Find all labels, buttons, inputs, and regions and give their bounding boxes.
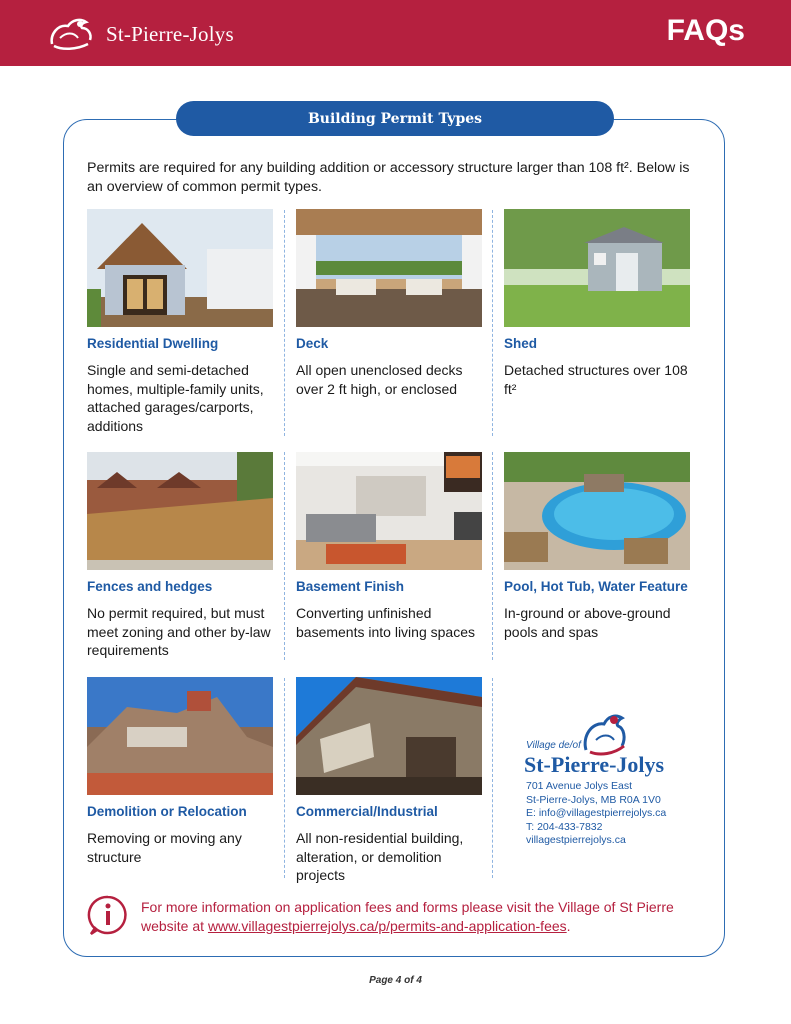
page-number: Page 4 of 4 — [369, 975, 422, 986]
column-divider — [492, 678, 493, 878]
basement-photo — [296, 452, 482, 570]
info-text: For more information on application fees and forms please visit the Village of St Pierre website at — [141, 899, 674, 934]
rooster-logo-icon — [46, 14, 98, 54]
permits-fees-link[interactable]: www.villagestpierrejolys.ca/p/permits-and-application-fees — [207, 918, 567, 934]
card-title: Demolition or Relocation — [87, 804, 247, 819]
header-bar — [0, 0, 791, 66]
logo-text: St-Pierre-Jolys — [106, 21, 234, 46]
card-description: Removing or moving any structure — [87, 830, 242, 865]
permit-card-residential — [87, 209, 273, 435]
card-description: Single and semi-detached homes, multiple-family units, attached garages/carports, additions — [87, 362, 264, 434]
card-title: Commercial/Industrial — [296, 804, 438, 819]
info-icon — [87, 894, 129, 936]
village-name: St-Pierre-Jolys — [524, 752, 665, 777]
permit-card-demolition — [87, 677, 273, 866]
commercial-photo — [296, 677, 482, 795]
page-title: FAQs — [666, 14, 745, 47]
intro-text: Permits are required for any building addition or accessory structure larger than 108 ft². Below is an overview of common permit types. — [87, 160, 690, 195]
email-line[interactable]: E: info@villagestpierrejolys.ca — [526, 807, 667, 819]
card-title: Fences and hedges — [87, 579, 213, 594]
permit-card-commercial — [296, 677, 482, 885]
card-description: All open unenclosed decks over 2 ft high, or enclosed — [296, 362, 463, 397]
card-title: Residential Dwelling — [87, 336, 219, 351]
residential-photo — [87, 209, 273, 327]
permit-card-shed — [504, 209, 690, 398]
card-title: Deck — [296, 336, 329, 351]
address-line: 701 Avenue Jolys East — [526, 780, 633, 792]
permit-card-basement — [296, 452, 482, 641]
card-description: Converting unfinished basements into living spaces — [296, 605, 475, 640]
phone-line[interactable]: T: 204-433-7832 — [526, 820, 603, 833]
demolition-photo — [87, 677, 273, 795]
column-divider — [492, 210, 493, 436]
permit-card-deck — [296, 209, 482, 398]
logo[interactable] — [46, 14, 234, 54]
info-text-end: . — [566, 918, 571, 934]
permit-card-pool — [504, 452, 690, 641]
column-divider — [492, 452, 493, 660]
card-title: Shed — [504, 336, 538, 351]
deck-photo — [296, 209, 482, 327]
permit-card-fences — [87, 452, 273, 660]
contact-details — [526, 780, 666, 848]
card-title: Basement Finish — [296, 579, 405, 594]
fence-photo — [87, 452, 273, 570]
card-description: All non-residential building, alteration, or demolition projects — [296, 830, 464, 883]
card-description: Detached structures over 108 ft² — [504, 362, 688, 397]
column-divider — [284, 678, 285, 878]
section-title: Building Permit Types — [176, 101, 614, 136]
column-divider — [284, 452, 285, 660]
card-description: No permit required, but must meet zoning and other by-law requirements — [87, 605, 271, 658]
card-description: In-ground or above-ground pools and spas — [504, 605, 671, 640]
city-line: St-Pierre-Jolys, MB R0A 1V0 — [526, 793, 661, 806]
shed-photo — [504, 209, 690, 327]
village-label: Village de/of — [526, 740, 581, 751]
pool-photo — [504, 452, 690, 570]
info-note — [141, 898, 701, 936]
card-title: Pool, Hot Tub, Water Feature — [504, 579, 688, 594]
website-line[interactable]: villagestpierrejolys.ca — [526, 834, 626, 846]
column-divider — [284, 210, 285, 436]
